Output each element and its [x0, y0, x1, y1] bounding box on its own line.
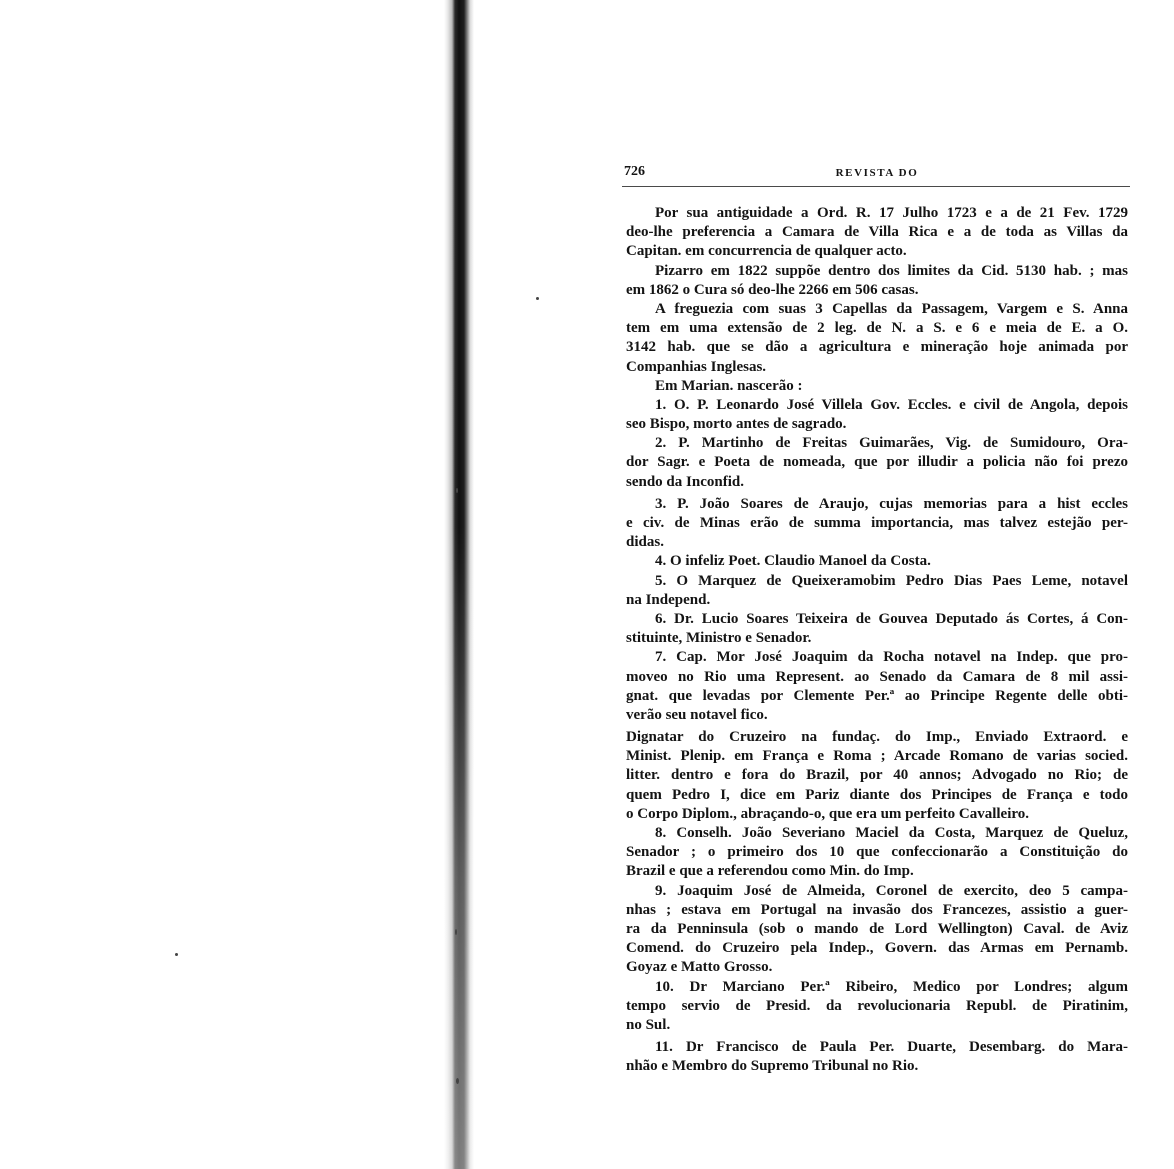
text-line: 11. Dr Francisco de Paula Per. Duarte, Desembarg. do Mara-	[655, 1039, 1128, 1056]
scan-speck	[456, 1078, 459, 1084]
text-line: Companhias Inglesas.	[626, 358, 767, 375]
paragraph	[626, 262, 1128, 300]
text-line: didas.	[626, 534, 664, 551]
text-line: 4. O infeliz Poet. Claudio Manoel da Costa.	[655, 553, 931, 570]
paragraph	[626, 648, 1128, 725]
paragraph	[626, 1038, 1128, 1076]
text-line: 8. Conselh. João Severiano Maciel da Costa, Marquez de Queluz,	[655, 825, 1128, 841]
text-line: Pizarro em 1822 suppõe dentro dos limites da Cid. 5130 hab. ; mas	[655, 262, 1128, 279]
paragraph	[626, 882, 1128, 978]
text-line: deo-lhe preferencia a Camara de Villa Rica e a de toda as Villas da	[626, 224, 1128, 241]
text-line: Senador ; o primeiro dos 10 que confeccionarão a Constituição do	[626, 844, 1128, 861]
paragraph	[626, 728, 1128, 824]
text-line: nhão e Membro do Supremo Tribunal no Rio.	[626, 1058, 919, 1075]
text-line: quem Pedro I, dice em Pariz diante dos Principes de França e todo	[626, 786, 1128, 803]
paragraph	[626, 495, 1128, 553]
text-line: tempo servio de Presid. da revolucionaria Republ. de Piratinim,	[626, 997, 1128, 1014]
scan-speck	[455, 929, 457, 935]
text-line: Capitan. em concurrencia de qualquer acto.	[626, 243, 907, 260]
paragraph	[626, 434, 1128, 492]
page-number: 726	[624, 164, 645, 179]
text-line: em 1862 o Cura só deo-lhe 2266 em 506 casas.	[626, 281, 919, 298]
text-line: Goyaz e Matto Grosso.	[626, 959, 773, 976]
text-line: Brazil e que a referendou como Min. do Imp.	[626, 863, 914, 880]
text-line: 9. Joaquim José de Almeida, Coronel de exercito, deo 5 campa-	[655, 882, 1128, 899]
text-line: moveo no Rio uma Represent. ao Senado da Camara de 8 mil assi-	[626, 668, 1128, 685]
text-line: sendo da Inconfid.	[626, 473, 744, 490]
paragraph	[626, 572, 1128, 610]
text-line: A freguezia com suas 3 Capellas da Passagem, Vargem e S. Anna	[655, 300, 1128, 317]
paragraph	[626, 204, 1128, 262]
text-line: o Corpo Diplom., abraçando-o, que era um perfeito Cavalleiro.	[626, 805, 1030, 822]
paragraph	[626, 824, 1128, 882]
text-line: dor Sagr. e Poeta de nomeada, que por illudir a policia não foi prezo	[626, 454, 1128, 471]
scan-speck	[456, 488, 458, 493]
text-line: 10. Dr Marciano Per.ª Ribeiro, Medico por Londres; algum	[655, 978, 1128, 995]
text-line: tem em uma extensão de 2 leg. de N. a S. e 6 e meia de E. a O.	[626, 320, 1128, 337]
paragraph	[626, 300, 1128, 377]
book-spine-fade	[444, 0, 474, 1169]
text-line: e civ. de Minas erão de summa importancia, mas talvez estejão per-	[626, 515, 1128, 531]
text-line: 5. O Marquez de Queixeramobim Pedro Dias Paes Leme, notavel	[655, 572, 1128, 589]
text-line: 6. Dr. Lucio Soares Teixeira de Gouvea Deputado ás Cortes, á Con-	[655, 610, 1128, 627]
text-line: Em Marian. nascerão :	[655, 377, 803, 394]
text-line: stituinte, Ministro e Senador.	[626, 630, 812, 647]
paragraph	[626, 978, 1128, 1036]
text-line: verão seu notavel fico.	[626, 706, 768, 723]
text-line: seo Bispo, morto antes de sagrado.	[626, 416, 847, 433]
text-line: nhas ; estava em Portugal na invasão dos Francezes, assistio a guer-	[626, 901, 1128, 918]
scan-speck	[536, 297, 539, 300]
paragraph	[626, 610, 1128, 648]
text-line: Dignatar do Cruzeiro na fundaç. do Imp., Enviado Extraord. e	[626, 729, 1128, 746]
paragraph	[626, 396, 1128, 434]
text-line: litter. dentro e fora do Brazil, por 40 annos; Advogado no Rio; de	[626, 767, 1128, 784]
text-line: 7. Cap. Mor José Joaquim da Rocha notavel na Indep. que pro-	[655, 649, 1128, 666]
text-line: na Independ.	[626, 591, 711, 608]
text-line: 1. O. P. Leonardo José Villela Gov. Eccles. e civil de Angola, depois	[655, 396, 1128, 413]
text-line: Por sua antiguidade a Ord. R. 17 Julho 1723 e a de 21 Fev. 1729	[655, 205, 1128, 221]
page-text	[626, 204, 1128, 1076]
text-line: ra da Penninsula (sob o mando de Lord Wellington) Caval. de Aviz	[626, 920, 1128, 937]
text-line: Comend. do Cruzeiro pela Indep., Govern. das Armas em Pernamb.	[626, 940, 1128, 957]
scan-speck	[175, 953, 178, 956]
running-title: REVISTA DO	[835, 167, 919, 179]
text-line: no Sul.	[626, 1016, 671, 1033]
text-line: 3. P. João Soares de Araujo, cujas memorias para a hist eccles	[655, 495, 1128, 512]
text-line: 2. P. Martinho de Freitas Guimarães, Vig. de Sumidouro, Ora-	[655, 435, 1128, 452]
header-rule	[622, 186, 1130, 187]
text-line: 3142 hab. que se dão a agricultura e mineração hoje animada por	[626, 339, 1128, 356]
text-line: Minist. Plenip. em França e Roma ; Arcade Romano de varias socied.	[626, 748, 1128, 765]
paragraph	[626, 552, 1128, 571]
paragraph	[626, 377, 1128, 396]
text-line: gnat. que levadas por Clemente Per.ª ao Principe Regente delle obti-	[626, 687, 1128, 704]
